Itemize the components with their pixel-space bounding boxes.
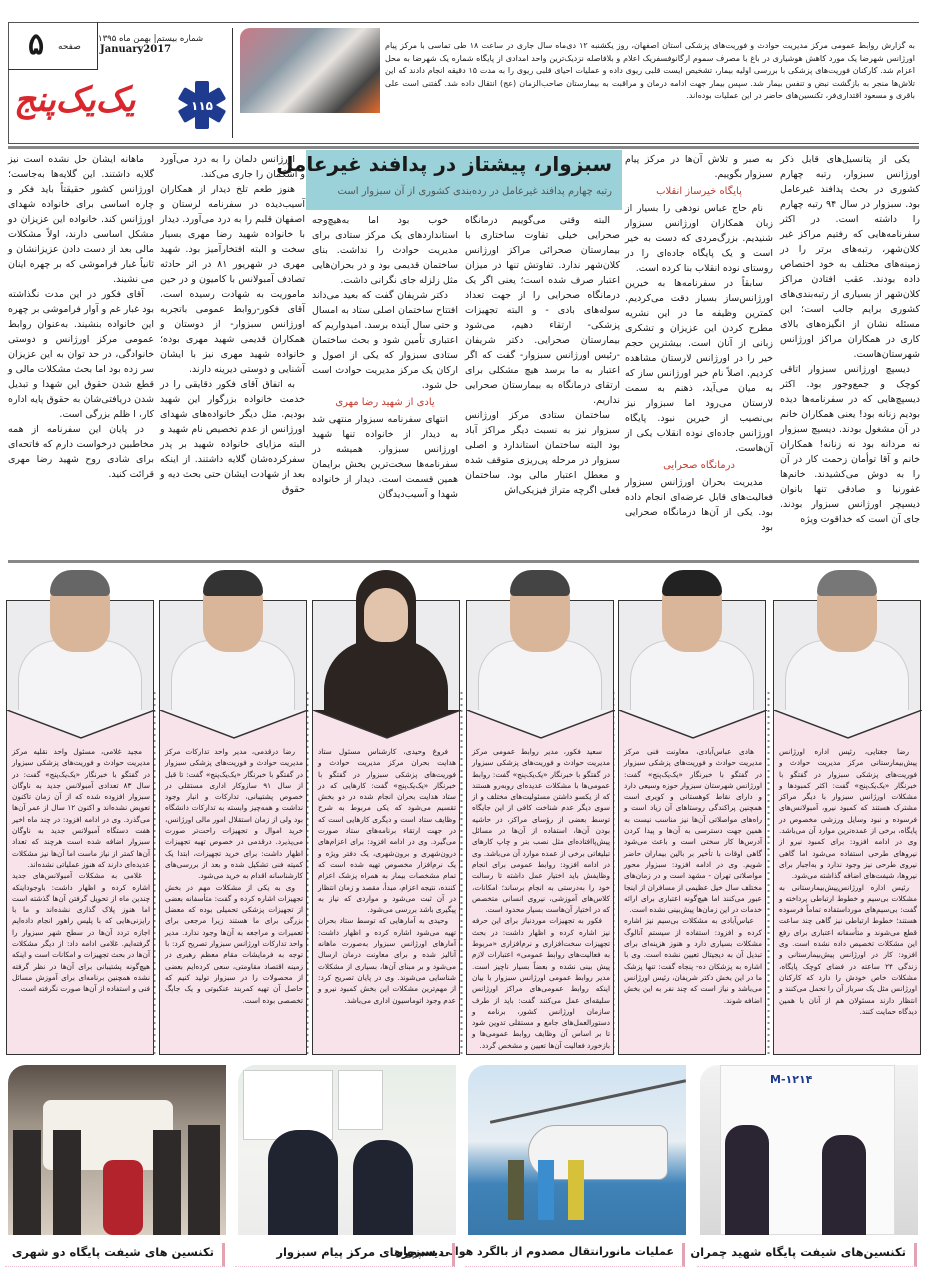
photo-caption: تکنسین های شیفت پایگاه دو شهری	[5, 1243, 225, 1267]
paragraph: به اتفاق آقای فکور دقایقی را در خدمت خانواده بزرگوار این شهید بودیم. مثل دیگر خانواده‌های شهدای اورژانس از عدم تخصیص نام شهید و البته مزایای خانواده شهید بر پدر سفرکرده‌شان گلایه داشتند. از اینکه بعد از شهادت ایشان حتی بحث دیه و حقوق	[160, 379, 305, 495]
portrait-face	[364, 588, 408, 642]
header-divider	[232, 28, 233, 138]
paragraph: فروغ وحیدی، کارشناس مسئول ستاد هدایت بحران مرکز مدیریت حوادث و فوریت‌های پزشکی سبزوار در گفتگو با خبرنگار «یک‌یک‌پنج» گفت: کارهایی که در ستاد هدایت بحران انجام شده در دو بخش تقسیم می‌شود که یکی مربوط به شرح وظایف ستاد است و دیگری کارهایی است که در جهت ارتقاء برنامه‌های ستاد صورت می‌گیرد. وی در ادامه افزود: برای اعزام‌های درون‌شهری و برون‌شهری، یک دفتر ویژه و یک نرم‌افزار مخصوص تهیه شده است که تمام مشخصات بیمار به همراه پزشک اعزام کننده، نتیجه اعزام، مبدأ، مقصد و زمان انتظار در آن ثبت می‌شود و مواردی که نیاز به پیگیری باشد بررسی می‌شود.	[318, 747, 456, 915]
article-column-1	[780, 152, 920, 527]
newspaper-logo: یک‌یک‌پنج	[14, 80, 136, 120]
paragraph: عباس‌آبادی به مشکلات بی‌سیم نیز اشاره کرده و افزود: استفاده از سیستم آنالوگ مشکلات بسیاری دارد و هنوز هزینه‌ای برای تبدیل آن به دیجیتال تعیین نشده است. وی با اشاره به پزشکان ده- پنجاه گفت: تنها پزشک ما در این بخش دکتر شریفان، رئیس اورژانس می‌باشد و نیاز است که چند نفر به این بخش اضافه شوند.	[624, 916, 762, 1005]
paragraph: انتهای سفرنامه سبزوار منتهی شد به دیدار از خانواده تنها شهید اورژانس سبزوار. همیشه در سفرنامه‌ها سخت‌ترین بخش برایمان همین قسمت است. دیدار از خانواده شهدا و آسیب‌دیدگان	[312, 414, 458, 500]
paragraph: رئیس اداره اورژانس‌پیش‌بیمارستانی به مشکلات بی‌سیم و خطوط ارتباطی پرداخته و گفت: بی‌سیم‌های مورداستفاده تماماً فرسوده هستند؛ خطوط ارتباطی نیز گاهی چند ساعت قطع می‌شوند و متأسفانه اعتباری برای رفع این مشکلات تخصیص داده نشده است. وی افزود: کار در اورژانس پیش‌بیمارستانی و زندگی ۲۴ ساعته در فضای کوچک پایگاه، مشکلات خاص خودش را دارد که کارکنان اورژانس مثل یک سرباز آن را تحمل می‌کنند و انتظار دارند مسئولان هم از آنان با همین دیدگاه حمایت کنند.	[779, 882, 917, 1016]
technician-figure	[153, 1130, 181, 1235]
chevron-divider-icon	[467, 710, 615, 740]
chevron-divider-icon	[619, 710, 767, 740]
profile-text	[472, 746, 610, 1051]
paragraph: غلامی به مشکلات آمبولانس‌های جدید اشاره کرده و اظهار داشت: باوجوداینکه چندین ماه از تحویل گرفتن آن‌ها گذشته است اما هنوز پلاک گذاری نشده‌اند و ما با رایزنی‌هایی که با پلیس راهور انجام داده‌ایم اجازه تردد آن‌ها در سطح شهر سبزوار را گرفته‌ایم. غلامی ادامه داد: از دیگر مشکلات آن‌ها در بحث تجهیزات و امکانات است و اینکه هیچ‌گونه پشتیبانی برای آن‌ها در نظر گرفته نشده همچنین برنامه‌ای برای آموزش مسائل فنی و استفاده از آن‌ها صورت نگرفته است.	[12, 871, 150, 994]
technician-figure	[188, 1125, 220, 1235]
portrait-hair	[817, 570, 877, 596]
wall-chart	[243, 1070, 333, 1140]
paragraph: فکور به تجهیزات موردنیاز برای این حرفه نیز اشاره کرده و اظهار داشت: در بحث تجهیزات سخت‌افزاری و نرم‌افزاری «مربوط به فعالیت‌های روابط عمومی» اعتبارات لازم پیش بینی نشده و بعضاً بسیار ناچیز است. مدیر روابط عمومی اورژانس سبزوار با بیان اینکه روابط عمومی‌های مراکز اورژانس سلیقه‌ای عمل می‌کنند گفت: باید از طرف سازمان اورژانس کشور، برنامه و دستورالعمل‌های جامع و مستقلی تدوین شود تا بر اساس آن وظایف روابط عمومی‌ها و بازخورد فعالیت آن‌ها تعیین و مشخص گردد.	[472, 916, 610, 1050]
chevron-divider-icon	[774, 710, 922, 740]
technician-figure	[822, 1135, 866, 1235]
article-column-2	[625, 152, 773, 535]
emergency-115-emblem-icon	[177, 80, 227, 130]
page-number-box	[8, 22, 98, 70]
photo-helicopter	[468, 1065, 686, 1235]
profile-text	[779, 746, 917, 1017]
paragraph: دیسپچ اورژانس سبزوار اتاقی کوچک و جمع‌وجور بود. اکثر دیسپچ‌هایی که در سفرنامه‌ها دیده بودیم زنانه بود! یعنی همکاران خانم در آن مشغول بودند. دیسپچ سبزوار نه مردانه بود نه زنانه! همکاران خانم و آقا توأمان زحمت کار در آن را به دوش می‌کشیدند. خانم‌ها غفورنیا و صادقی تنها بانوان دیسپچر اورژانس سبزوار بودند. جای آن است که خداقوت ویژه	[780, 364, 920, 525]
profile-card	[618, 570, 766, 1055]
subhead-field-clinic: درمانگاه صحرایی	[663, 460, 735, 471]
profile-text-box	[159, 710, 307, 1055]
paragraph: اورژانس دلمان را به درد می‌آورد و اشکمان را جاری می‌کند.	[160, 154, 305, 180]
section-rule	[8, 146, 919, 149]
profile-text	[624, 746, 762, 1006]
page-label: صفحه	[58, 42, 81, 52]
profile-text-box	[466, 710, 614, 1055]
article-column-6	[8, 152, 154, 482]
wall-chart	[338, 1070, 383, 1130]
paragraph: آقای فکور در این مدت نگذاشته بود غبار غم و آوار فراموشی بر چهره این خانواده بنشیند. به‌عنوان روابط عمومی مرکز اورژانس و دوستی خانوادگی، در حد توان به این عزیزان سر زده بود اما بحث مشکلات مالی و قطع شدن حقوق این شهدا و تبدیل شدن دریافتی‌شان به حقوق پایه اداره کار، ا ظلم بزرگی است.	[8, 289, 154, 420]
ambulance-plate: M-۱۲۱۴	[770, 1073, 813, 1086]
dispatcher-figure	[268, 1130, 338, 1235]
portrait-hair	[662, 570, 722, 596]
photo-dispatchers	[238, 1065, 456, 1235]
crew-figure	[538, 1160, 554, 1220]
paragraph: مجید غلامی، مسئول واحد نقلیه مرکز مدیریت حوادث و فوریت‌های پزشکی سبزوار در گفتگو با خبرنگار «یک‌یک‌پنج» گفت: در سال ۸۳ تعدادی آمبولانس جدید به ناوگان سبزوار افزوده شده که از آن زمان تاکنون تعویض نشده‌اند و اکنون ۱۲ سال از عمر آن‌ها می‌گذرد. وی در ادامه افزود: در چند ماه اخیر هفت دستگاه آمبولانس جدید به ناوگان سبزوار اضافه شده است هرچند که تعداد آن‌ها کمتر از نیاز ماست اما آن‌ها نیز مشکلات عدیده‌ای دارند که هنوز عملیاتی نشده‌اند.	[12, 747, 150, 869]
subheadline: رتبه چهارم پدافند غیرعامل در رده‌بندی کشوری از آن سبزوار است	[337, 186, 612, 197]
paragraph: دکتر شریفان گفت که بعید می‌داند افتتاح ساختمان اصلی ستاد به امسال و حتی سال آینده برسد. امیدواریم که اعتباری تأمین شود و بحث ساختمان ستادی سبزوار که یکی از اصول و ارکان یک مرکز مدیریت حوادث است حل شود.	[312, 290, 458, 391]
headline: سبزوار، پیشتاز در پدافند غیرعامل	[276, 152, 612, 176]
rescue-photo	[240, 28, 380, 113]
paragraph: خوب بود اما به‌هیچ‌وجه استانداردهای یک مرکز ستادی برای مدیریت حوادث را نداشت. بنای ساختمان قدیمی بود و در بحران‌هایی مثل زلزله جای نگرانی داشت.	[312, 215, 458, 286]
paragraph: رضا جغتایی، رئیس اداره اورژانس پیش‌بیمارستانی مرکز مدیریت حوادث و فوریت‌های پزشکی سبزوار در گفتگو با خبرنگار «یک‌یک‌پنج» گفت: اکثر کمبودها و مشکلات اورژانس سبزوار با دیگر مراکز مشترک هستند که کمبود نیرو، آمبولانس‌های فرسوده و نبود وسایل ورزشی مخصوص در پایگاه، برخی از عمده‌ترین موارد آن می‌باشد. وی در ادامه افزود: برای کمبود نیرو از نیروهای طرحی استفاده می‌شود اما گاهی نیروی طرحی نیز وجود ندارد و به‌اجبار برای نیروها، شیفت‌های اضافه گذاشته می‌شود.	[779, 747, 917, 881]
dispatcher-figure	[353, 1140, 413, 1235]
chevron-divider-icon	[160, 710, 308, 740]
paragraph: هادی عباس‌آبادی، معاونت فنی مرکز مدیریت حوادث و فوریت‌های پزشکی سبزوار در گفتگو با خبرنگار «یک‌یک‌پنج» گفت: اورژانس شهرستان سبزوار حوزه وسیعی دارد و دارای نقاط کوهستانی و کویری است همچنین پراکندگی روستاهای آن زیاد است و راه‌های مواصلاتی آن‌ها نیز مناسب نیست به همین جهت دسترسی به آن‌ها و پیدا کردن آدرس‌ها کار سختی است و باعث می‌شود گاهی اوقات با تأخیر بر بالین بیماران حاضر شویم. وی در ادامه افزود: سبزوار محور مواصلاتی تهران - مشهد است و در زمان‌های مختلف سال خیل عظیمی از مسافران از اینجا عبور می‌کنند اما هیچ‌گونه اعتباری برای ارائه خدمات در این زمان‌ها پیش‌بینی نشده است.	[624, 747, 762, 915]
photo-do-shahri-base	[8, 1065, 226, 1235]
photo-chamran-base	[700, 1065, 918, 1235]
technician-figure	[53, 1130, 81, 1235]
crew-figure	[508, 1160, 524, 1220]
subhead-charity-base: پایگاه خیرساز انقلاب	[656, 186, 742, 197]
profile-text-box	[773, 710, 921, 1055]
technician-figure	[725, 1125, 769, 1235]
profile-card	[312, 570, 460, 1055]
emblem-number: ۱۱۵	[191, 99, 213, 113]
profile-card	[466, 570, 614, 1055]
profile-text-box	[618, 710, 766, 1055]
profile-text-box	[6, 710, 154, 1055]
paragraph: سابقاً در سفرنامه‌ها به خیرین اورژانس‌ساز بسیار دقت می‌کردیم. کمترین وظیفه ما در این نشریه مطرح کردن این عزیزان و تشکری زبانی از آنان است. بیشترین حجم خیر را در اورژانس لارستان مشاهده کردیم. اصلاً نام خیر اورژانس ساز که به میان می‌آید، ذهنم به سمت لارستان می‌رود اما سبزوار نیز بی‌نصیب از خیرین نبود. پایگاه اورژانس جاده‌ای نوده انقلاب یکی از آن‌هاست.	[625, 278, 773, 454]
article-column-3	[465, 213, 620, 498]
article-column-4	[312, 213, 458, 502]
profile-card	[159, 570, 307, 1055]
paragraph: نام حاج عباس نودهی را بسیار از زبان همکاران اورژانس سبزوار شنیدیم. بزرگ‌مردی که دست به خیر است و یک پایگاه جاده‌ای را در روستای نوده انقلاب بنا کرده است.	[625, 203, 773, 274]
paragraph: ساختمان ستادی مرکز اورژانس سبزوار نیز به نسبت دیگر مراکز آباد بود البته ساختمان استاندارد و اصلی سبزوار در مرحله پی‌ریزی متوقف شده و معطل اعتبار مالی بود. ساختمان فعلی اگرچه متراژ فیزیکی‌اش	[465, 410, 620, 496]
article-column-5	[160, 152, 305, 497]
dotted-separator	[767, 690, 770, 1055]
dotted-separator	[460, 690, 463, 1055]
subhead-martyr: یادی از شهید رضا مهری	[335, 397, 435, 408]
photo-caption: تکنسین‌های شیفت پایگاه شهید چمران	[697, 1243, 917, 1267]
technician-figure	[13, 1130, 41, 1235]
issue-line: شماره بیستم| بهمن ماه ۱۳۹۵	[98, 34, 204, 44]
profile-text	[318, 746, 456, 1006]
paragraph: به صبر و تلاش آن‌ها در مرکز پیام سبزوار بگوییم.	[625, 154, 773, 180]
paragraph: وی به یکی از مشکلات مهم در بخش تجهیزات اشاره کرده و گفت: متأسفانه بعضی از تجهیزات پزشکی تحمیلی بوده که معضل بزرگی برای ما هستند زیرا مرجعی برای تعمیرات و مراجعه به آن‌ها وجود ندارد. مدیر واحد تدارکات اورژانس سبزوار تصریح کرد: با توجه به فرمایشات مقام معظم رهبری در زمینه اقتصاد مقاومتی، سعی کرده‌ایم بعضی از محصولات را در سبزوار تولید کنیم که حاصل آن تهیه کمربند عنکبوتی و یک جابگ تخصصی بوده است.	[165, 882, 303, 1005]
chevron-divider-icon	[313, 710, 461, 740]
crew-figure	[568, 1160, 584, 1220]
profile-card	[6, 570, 154, 1055]
paragraph: در پایان این سفرنامه از همه مخاطبین درخواست دارم که فاتحه‌ای برای شادی روح شهید رضا مهری قرائت کنید.	[8, 424, 154, 480]
section-rule	[8, 560, 919, 563]
date-english: January2017	[100, 44, 172, 55]
headline-box	[276, 150, 622, 210]
paragraph: سعید فکور، مدیر روابط عمومی مرکز مدیریت حوادث و فوریت‌های پزشکی سبزوار در گفتگو با خبرنگار «یک‌یک‌پنج» گفت: روابط عمومی‌ها با مشکلات عدیده‌ای روبه‌رو هستند که از یکسو داشتن مسئولیت‌های مختلف و از سوی دیگر عدم شناخت کافی از این جایگاه توسط بعضی از رؤسای مراکز، در حاشیه بودن آن‌ها، استفاده از آن‌ها در مسائل پیش‌پاافتاده‌ای مثل نصب بنر و چاپ کارهای تبلیغاتی برخی از عمده موارد آن می‌باشد. وی در ادامه افزود: روابط عمومی برای انجام وظایفش باید اختیار عمل داشته تا رسالت خود را به‌درستی به انجام برساند؛ امکانات، کلاس‌های آموزشی، نیروی انسانی متخصص که در اختیار آن‌هاست بسیار محدود است.	[472, 747, 610, 915]
paragraph: ماهانه ایشان حل نشده است نیز گلایه داشتند. این گلایه‌ها به‌جاست؛ اورژانس کشور حقیقتاً باید فکر و چاره اساسی برای خانواده شهدای اورژانس کند. خانواده این عزیزان دو مشکل اساسی دارند، اولاً مشکلات مالی بعد از دست دادن عزیزانشان و ثانیاً غبار فراموشی که بر چهره اینان می نشیند.	[8, 154, 154, 285]
portrait-hair	[510, 570, 570, 596]
motorcycle	[103, 1160, 143, 1235]
news-brief: به گزارش روابط عمومی مرکز مدیریت حوادث و فوریت‌های پزشکی استان اصفهان، روز یکشنبه ۱۲ دی‌ماه سال جاری در ساعت ۱۸ طی تماسی با مرکز پیام اورژانس شهرضا یک مورد کاهش هوشیاری در باغ با مصرف سموم ارگانوفسفریک اعلام و بلافاصله نزدیک‌ترین واحد امدادی از پایگاه شماره یک شهرضا به محل اعزام شد. کارکنان فوریت‌های پزشکی با بررسی اولیه بیمار، تشخیص ایست قلبی ریوی داده و عملیات احیای قلبی ریوی را به مدت ۱۵ دقیقه انجام دادند که این تلاش‌ها منجر به بازگشت نبض و تنفس بیمار شد. سپس بیمار جهت ادامه درمان و مراقبت به بیمارستان صاحب‌الزمان (عج) انتقال داده شد. گفتنی است علی باقری و مسعود اقتداری‌فر، تکنسین‌های حاضر در این عملیات بوده‌اند.	[385, 41, 916, 100]
profile-text	[12, 746, 150, 995]
paragraph: یکی از پتانسیل‌های قابل ذکر اورژانس سبزوار، رتبه چهارم کشوری در بحث پدافند غیرعامل بود. سبزوار در سال ۹۴ رتبه چهارم را داشته است. در اکثر سفرنامه‌هایی که رفتیم مراکز غیر کلان‌شهر، رتبه‌های برتر را در زمینه‌های مختلف به خود اختصاص داده بودند. عقب افتادن مراکز کلان‌شهر از بسیاری از رتبه‌بندی‌های کشوری برایم جالب است؛ این مسئله نشان از انگیزه‌های بالای کاری در همکاران مراکز اورژانس شهرستان‌هاست.	[780, 154, 920, 360]
profile-text	[165, 746, 303, 1006]
profile-text-box	[312, 710, 460, 1055]
portrait-hair	[50, 570, 110, 596]
helicopter-rotor	[490, 1079, 686, 1124]
profile-card	[773, 570, 921, 1055]
paragraph: وحیدی به آمارهایی که توسط ستاد بحران تهیه می‌شود اشاره کرده و اظهار داشت: آمارهای اورژانس سبزوار به‌صورت ماهانه آنالیز شده و برای معاونت درمان ارسال می‌شود و بر مبنای آن‌ها، بسیاری از مشکلات شناسایی می‌شوند. وی در پایان تصریح کرد: از مهم‌ترین مشکلات این بخش کمبود نیرو و عدم وجود اتوماسیون اداری می‌باشد.	[318, 916, 456, 1005]
photo-caption: عملیات مانورانتقال مصدوم از بالگرد هوایی سبزوار	[465, 1243, 685, 1267]
page-number: ۵	[28, 27, 45, 62]
chevron-divider-icon	[7, 710, 155, 740]
portrait-hair	[203, 570, 263, 596]
paragraph: مدیریت بحران اورژانس سبزوار فعالیت‌های قابل عرضه‌ای انجام داده بود. یکی از آن‌ها درمانگاه صحرایی بود	[625, 477, 773, 533]
photo-caption: دیسپچرهای مرکز پیام سبزوار	[235, 1243, 455, 1267]
paragraph: هنوز طعم تلخ دیدار از همکاران آسیب‌دیده در سفرنامه لرستان و اصفهان قلبم را به درد می‌آورد. دیدار با خانواده شهید رضا مهری بسیار سخت و البته افتخارآمیز بود. شهید مهری در شهریور ۸۱ در اثر حادثه تصادف آمبولانس با کامیون و در حین ماموریت به شهادت رسیده است. آقای فکور-روابط عمومی باتجربه اورژانس سبزوار- از دوستان و همکاران قدیمی شهید مهری بوده؛ خانواده شهید مهری نیز با ایشان آشنایی و دوستی دیرینه دارند.	[160, 184, 306, 375]
paragraph: البته وقتی می‌گوییم درمانگاه صحرایی خیلی تفاوت ساختاری با بیمارستان صحرائی مراکز اورژانس کلان‌شهر ندارد. تفاوتش تنها در میزان اعتبار صرف شده است؛ یعنی اگر یک درمانگاه صحرایی را از جهت تعداد سوله‌های بادی - و البته تجهیزات پزشکی- ارتقاء دهیم، می‌شود بیمارستان صحرایی. دکتر شریفان -رئیس اورژانس سبزوار- گفت که اگر اعتبار به ما برسد هیچ مشکلی برای ارتقای درمانگاه به بیمارستان صحرایی نداریم.	[465, 215, 620, 406]
paragraph: رضا درقدمی، مدیر واحد تدارکات مرکز مدیریت حوادث و فوریت‌های پزشکی سبزوار در گفتگو با خبرنگار «یک‌یک‌پنج» گفت: تا قبل از سال ۹۱ سازوکار اداری مستقلی در خصوص پشتیبانی، تدارکات و انبار وجود نداشت و همه‌چیز وابسته به تدارکات دانشگاه بود ولی از زمان استقلال امور مالی اورژانس، خرید اموال و تجهیزات راحت‌تر صورت می‌پذیرد. درقدمی در خصوص تهیه تجهیزات اظهار داشت: برای خرید تجهیزات، ابتدا یک کمیته فنی تشکیل شده و بعد از بررسی‌های کارشناسانه اقدام به خرید می‌شود.	[165, 747, 303, 881]
